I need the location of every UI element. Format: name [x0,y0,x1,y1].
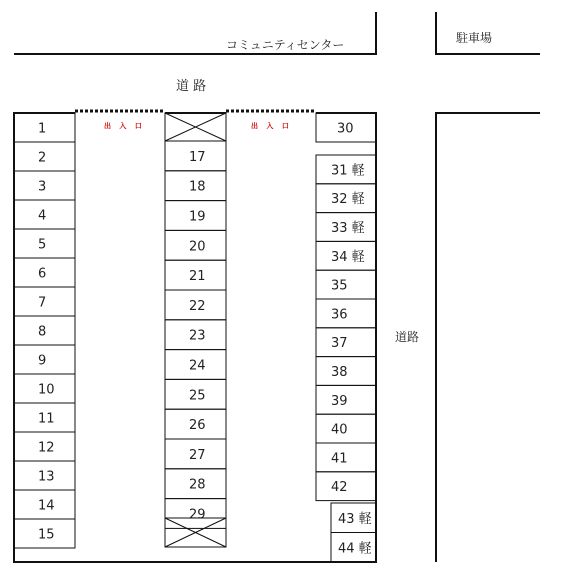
parking-slot [14,171,75,200]
parking-slot-number: 2 [38,150,47,166]
no-parking-top [165,113,226,141]
parking-slot [165,230,226,260]
parking-slot-number: 5 [38,237,47,253]
parking-slot [316,299,376,328]
parking-slot-number: 8 [38,324,47,340]
parking-slot [165,260,226,290]
entrance-right-label: 出 入 口 [251,122,292,130]
parking-slot [14,287,75,316]
parking-slot-number: 10 [38,382,55,398]
parking-slot [316,414,376,443]
parking-slot [165,499,226,529]
parking-slot [331,533,376,563]
parking-slot [165,350,226,380]
parking-slot [316,357,376,386]
parking-slot [14,519,75,548]
parking-slot [14,229,75,258]
parking-slot [165,290,226,320]
parking-slot-number: 1 [38,121,47,137]
right-road-boundary [436,113,540,562]
parking-slot-number: 19 [189,209,206,225]
parking-slot [14,461,75,490]
parking-slot-number: 14 [38,498,55,514]
parking-slot-number: 15 [38,527,55,543]
parking-slot-number: 36 [331,307,348,323]
parking-slot-number: 32 軽 [331,192,365,208]
parking-slot-number: 41 [331,451,348,467]
parking-slot-number: 38 [331,365,348,380]
parking-slot-number: 4 [38,208,47,224]
parking-slot-number: 3 [38,179,47,195]
parking-slot [14,258,75,287]
parking-slot-number: 20 [189,239,206,255]
parking-slot-number: 34 軽 [331,249,365,265]
slots-left-column [14,113,75,548]
parking-slot-number: 9 [38,353,47,369]
entrance-left-label: 出 入 口 [104,122,145,130]
road-label-right: 道路 [395,330,420,344]
parking-slot-number: 26 [189,418,206,434]
parking-slot [14,200,75,229]
parking-slot-number: 23 [189,328,206,344]
parking-slot [316,241,376,270]
parking-slot-number: 25 [189,388,206,404]
parking-slot-number: 37 [331,336,348,352]
parking-slot [165,171,226,201]
parking-slot [331,503,376,533]
parking-slot-number: 17 [189,149,206,165]
parking-slot-number: 42 [331,480,348,496]
parking-slot-number: 43 軽 [338,511,372,527]
parking-slot [316,472,376,501]
parking-slot [14,113,75,142]
parking-lot-label: 駐車場 [456,31,493,45]
parking-slot-number: 11 [38,411,55,427]
parking-slot-number: 24 [189,358,206,374]
parking-slot [14,490,75,519]
parking-slot [14,432,75,461]
road-label-top: 道 路 [176,79,207,94]
parking-slot [316,155,376,184]
parking-slot-number: 13 [38,469,55,485]
parking-slot [316,443,376,472]
parking-slot [14,316,75,345]
parking-slot [165,320,226,350]
parking-slot-number: 28 [189,477,206,493]
parking-slot-number: 6 [38,266,47,282]
parking-slot-number: 12 [38,440,55,456]
parking-slot [165,141,226,171]
slots-middle-column [165,141,226,528]
parking-slot [316,113,376,142]
parking-slot-number: 30 [337,121,354,137]
parking-slot-number: 44 軽 [338,541,372,557]
parking-slot [14,374,75,403]
parking-slot-number: 40 [331,422,348,438]
parking-slot-number: 29 [189,507,206,523]
parking-slot-number: 22 [189,298,206,314]
parking-slot-number: 35 [331,278,348,294]
parking-slot-number: 27 [189,447,206,463]
parking-slot [316,213,376,242]
parking-slot [165,409,226,439]
parking-slot [14,345,75,374]
parking-slot-number: 7 [38,295,47,311]
parking-slot-number: 31 軽 [331,163,365,179]
parking-slot [165,201,226,231]
parking-slot [165,439,226,469]
parking-slot [165,469,226,499]
parking-slot [14,142,75,171]
parking-slot-number: 21 [189,269,206,285]
parking-slot [316,270,376,299]
parking-slot-number: 18 [189,179,206,195]
parking-slot [165,379,226,409]
parking-slot [316,385,376,414]
slots-right-column [316,113,376,562]
parking-slot-number: 39 [331,393,348,409]
parking-slot [316,184,376,213]
parking-slot [316,328,376,357]
parking-slot-number: 33 軽 [331,221,365,236]
community-center-label: コミュニティセンター [226,38,345,52]
parking-slot [14,403,75,432]
